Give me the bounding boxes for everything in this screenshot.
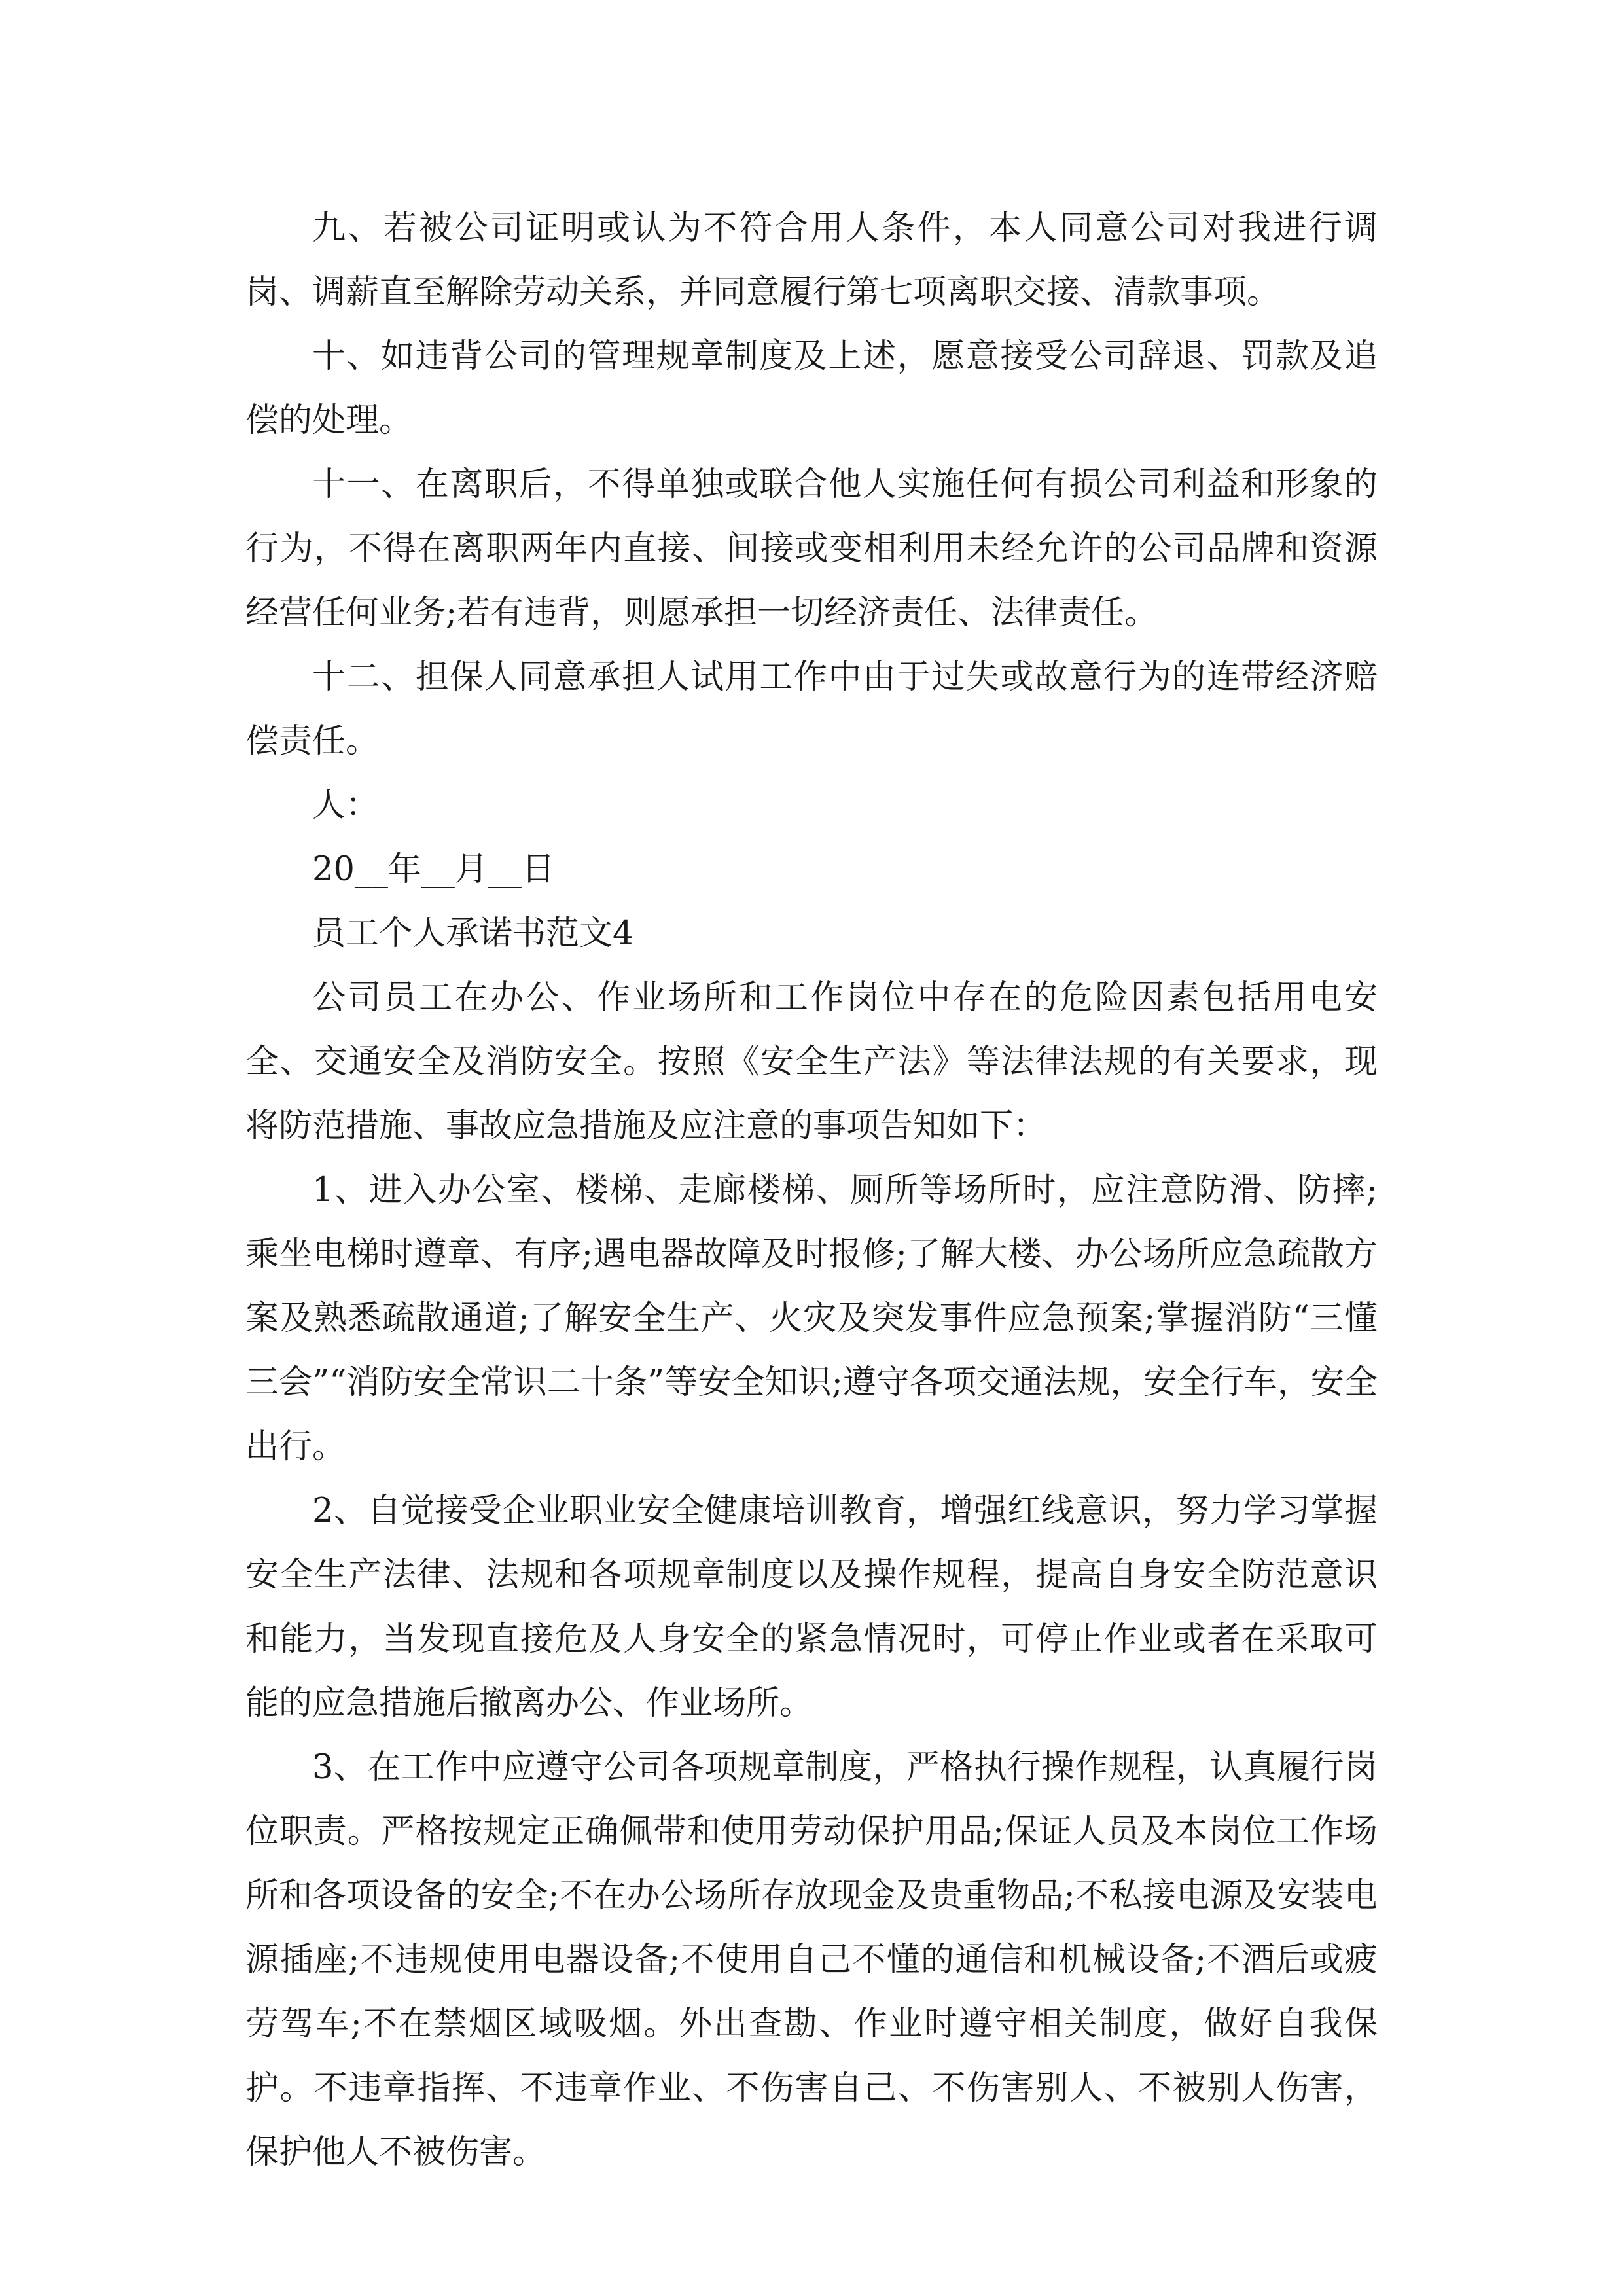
item-one: 1、进入办公室、楼梯、走廊楼梯、厕所等场所时，应注意防滑、防摔;乘坐电梯时遵章、有序;遇电器故障及时报修;了解大楼、办公场所应急疏散方案及熟悉疏散通道;了解安全生产、火灾及突发事件应急预案;掌握消防“三懂三会”“消防安全常识二十条”等安全知识;遵守各项交通法规，安全行车，安全出行。 bbox=[245, 1171, 1378, 1466]
document-body bbox=[245, 196, 1378, 2185]
section-title: 员工个人承诺书范文4 bbox=[312, 914, 634, 953]
signature-line: 人： bbox=[312, 786, 380, 825]
item-two: 2、自觉接受企业职业安全健康培训教育，增强红线意识，努力学习掌握安全生产法律、法规和各项规章制度以及操作规程，提高自身安全防范意识和能力，当发现直接危及人身安全的紧急情况时，可停止作业或者在采取可能的应急措施后撤离办公、作业场所。 bbox=[245, 1492, 1378, 1723]
clause-eleven: 十一、在离职后，不得单独或联合他人实施任何有损公司利益和形象的行为，不得在离职两年内直接、间接或变相利用未经允许的公司品牌和资源经营任何业务;若有违背，则愿承担一切经济责任、法律责任。 bbox=[245, 465, 1378, 632]
clause-ten: 十、如违背公司的管理规章制度及上述，愿意接受公司辞退、罚款及追偿的处理。 bbox=[245, 337, 1378, 440]
clause-twelve: 十二、担保人同意承担人试用工作中由于过失或故意行为的连带经济赔偿责任。 bbox=[245, 658, 1378, 761]
intro-paragraph: 公司员工在办公、作业场所和工作岗位中存在的危险因素包括用电安全、交通安全及消防安全。按照《安全生产法》等法律法规的有关要求，现将防范措施、事故应急措施及应注意的事项告知如下： bbox=[245, 978, 1378, 1145]
date-line: 20__年__月__日 bbox=[312, 850, 555, 889]
clause-nine: 九、若被公司证明或认为不符合用人条件，本人同意公司对我进行调岗、调薪直至解除劳动关系，并同意履行第七项离职交接、清款事项。 bbox=[245, 209, 1378, 312]
item-three: 3、在工作中应遵守公司各项规章制度，严格执行操作规程，认真履行岗位职责。严格按规定正确佩带和使用劳动保护用品;保证人员及本岗位工作场所和各项设备的安全;不在办公场所存放现金及贵重物品;不私接电源及安装电源插座;不违规使用电器设备;不使用自己不懂的通信和机械设备;不酒后或疲劳驾车;不在禁烟区域吸烟。外出查勘、作业时遵守相关制度，做好自我保护。不违章指挥、不违章作业、不伤害自己、不伤害别人、不被别人伤害，保护他人不被伤害。 bbox=[245, 1748, 1378, 2172]
